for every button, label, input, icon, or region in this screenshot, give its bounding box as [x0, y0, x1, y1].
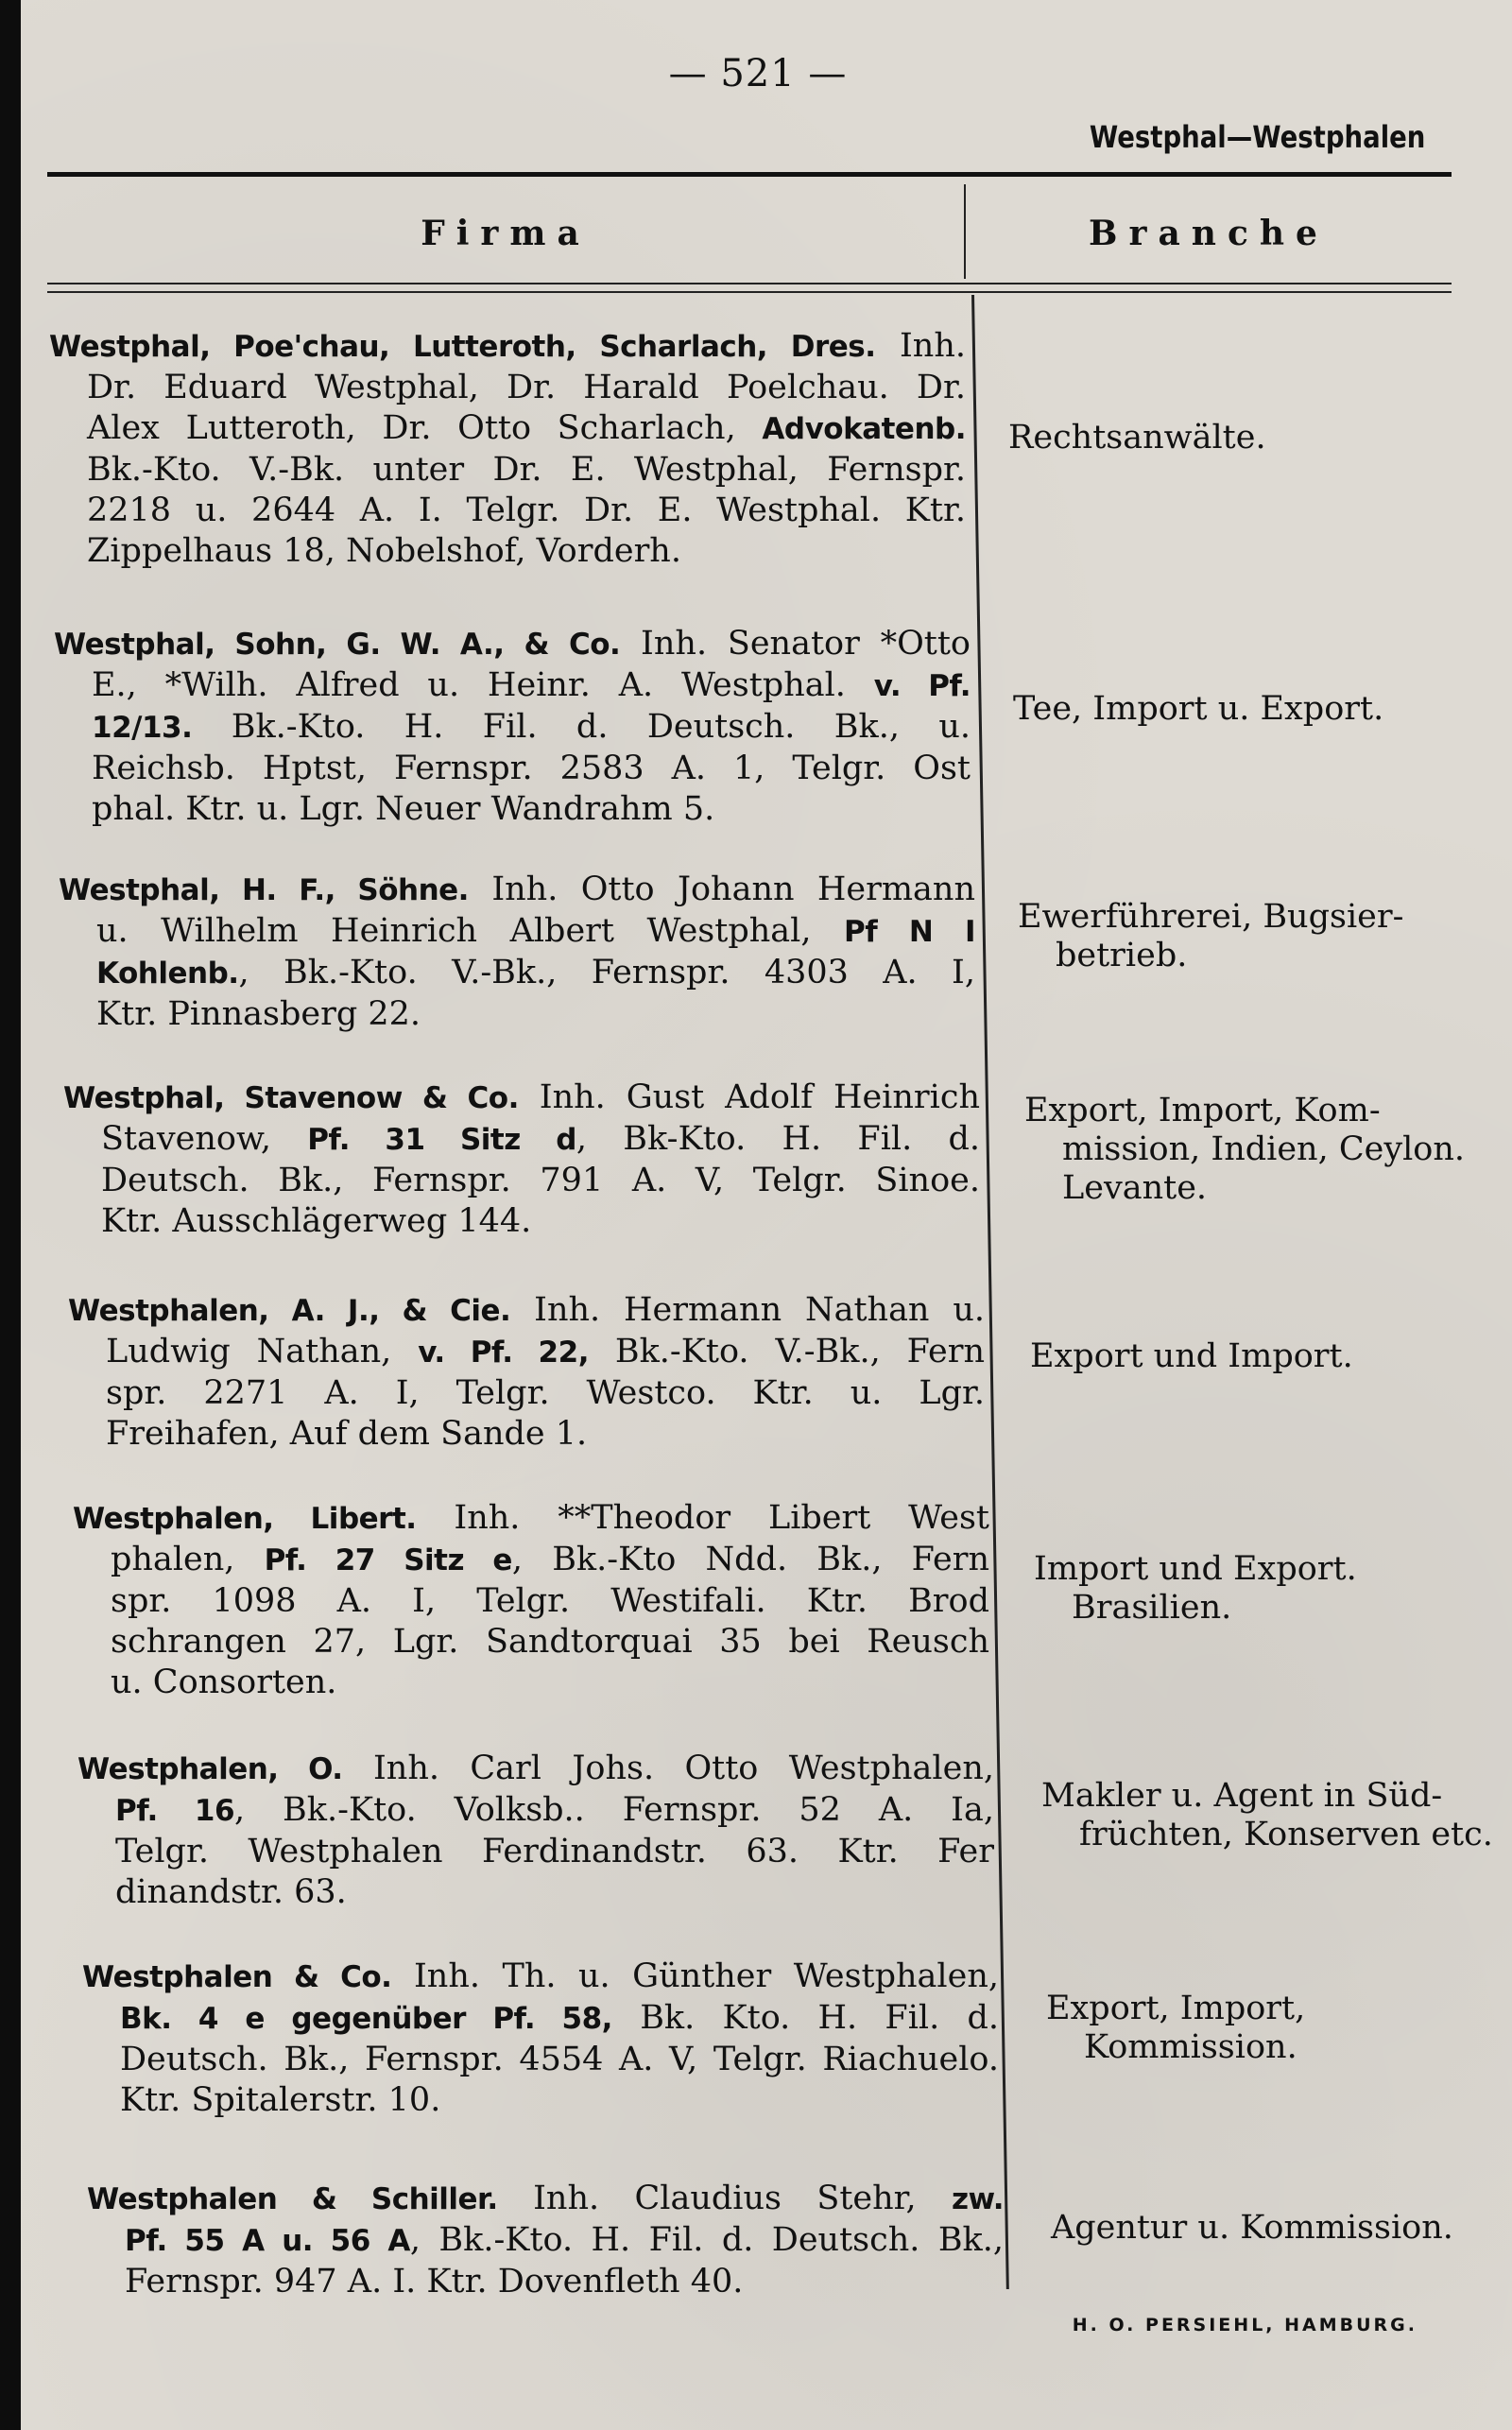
branche-entry — [1051, 2209, 1512, 2248]
text: Inh. Hermann Nathan u. — [510, 1291, 985, 1329]
text: Fernspr. 947 A. I. Ktr. Dovenfleth 40. — [125, 2263, 744, 2301]
bold-text: 12/13. — [92, 711, 193, 745]
text: Freihafen, Auf dem Sande 1. — [106, 1415, 588, 1453]
bold-text: Westphalen, A. J., & Cie. — [68, 1294, 511, 1328]
text: Bk.-Kto. V.-Bk. unter Dr. E. Westphal, Fernspr. — [87, 451, 966, 489]
firm-name-line — [49, 326, 966, 368]
text: Stavenow, — [101, 1120, 308, 1158]
text: Inh. Claudius Stehr, — [497, 2180, 953, 2217]
firm-name-line — [68, 1290, 985, 1332]
branche-line: Export und Import. — [1030, 1337, 1353, 1375]
text: Ktr. Spitalerstr. 10. — [120, 2081, 441, 2119]
branche-entry — [1046, 1990, 1512, 2067]
bold-text: Westphal, Poe'chau, Lutteroth, Scharlach, Dres. — [49, 330, 876, 364]
firm-name-line — [73, 1498, 989, 1540]
text: E., *Wilh. Alfred u. Heinr. A. Westphal. — [92, 666, 874, 704]
branche-entry — [1034, 1550, 1512, 1628]
text: , Bk.-Kto. H. Fil. d. Deutsch. Bk., — [409, 2221, 1004, 2259]
bold-text: Westphalen, Libert. — [73, 1502, 417, 1536]
branche-line: Makler u. Agent in Süd- — [1041, 1777, 1443, 1815]
branche-line: Ewerführerei, Bugsier- — [1018, 898, 1404, 936]
branche-line: Kommission. — [1084, 2028, 1297, 2066]
branche-line: Rechtsanwälte. — [1008, 419, 1266, 457]
firm-detail-line — [49, 450, 966, 491]
header-rule-lower — [47, 291, 1452, 293]
bold-text: Pf. 16 — [115, 1794, 235, 1828]
firm-detail-line — [68, 1414, 985, 1455]
text: Inh. Gust Adolf Heinrich — [518, 1078, 980, 1116]
branche-line: Levante. — [1062, 1169, 1208, 1207]
text: Dr. Eduard Westphal, Dr. Harald Poelchau. Dr. — [87, 369, 966, 406]
firm-name-line — [54, 624, 971, 665]
text: Inh. — [875, 327, 966, 365]
firm-detail-line — [54, 665, 971, 707]
bold-text: v. Pf. — [873, 669, 971, 703]
firm-detail-line — [73, 1540, 989, 1581]
firm-name-line — [87, 2179, 1004, 2220]
bold-text: Pf. 55 A u. 56 A — [125, 2224, 410, 2258]
firm-detail-line — [63, 1119, 980, 1161]
branche-line: mission, Indien, Ceylon. — [1062, 1130, 1466, 1168]
firm-detail-line — [59, 994, 975, 1035]
firm-detail-line — [87, 2262, 1004, 2302]
firm-detail-line — [49, 368, 966, 408]
firm-entry — [49, 326, 966, 572]
text: Inh. Th. u. Günther Westphalen, — [391, 1957, 999, 1995]
bold-text: v. Pf. 22, — [418, 1336, 589, 1370]
firm-detail-line — [73, 1622, 989, 1663]
text: Inh. Otto Johann Hermann — [468, 870, 975, 908]
text: Ktr. Ausschlägerweg 144. — [101, 1202, 532, 1240]
text: Deutsch. Bk., Fernspr. 791 A. V, Telgr. Sinoe. — [101, 1162, 980, 1199]
firm-name-line — [77, 1749, 994, 1790]
header-rule-upper — [47, 283, 1452, 284]
firm-detail-line — [54, 749, 971, 789]
text: , Bk.-Kto Ndd. Bk., Fern — [511, 1541, 989, 1578]
bold-text: Kohlenb. — [96, 956, 239, 991]
page-number: — 521 — — [668, 52, 848, 95]
text: Ludwig Nathan, — [106, 1333, 419, 1370]
firm-detail-line — [59, 953, 975, 994]
text: phal. Ktr. u. Lgr. Neuer Wandrahm 5. — [92, 790, 715, 828]
firm-detail-line — [49, 531, 966, 572]
directory-page — [21, 0, 1512, 2430]
firm-name-line — [59, 870, 975, 911]
firm-entry — [87, 2179, 1004, 2302]
firm-name-line — [82, 1956, 999, 1998]
branche-entry — [1024, 1092, 1512, 1208]
text: , Bk-Kto. H. Fil. d. — [576, 1120, 980, 1158]
firm-detail-line — [73, 1581, 989, 1622]
column-header-branche: Branche — [1089, 214, 1329, 253]
branche-line: Agentur u. Kommission. — [1051, 2209, 1453, 2247]
text: spr. 2271 A. I, Telgr. Westco. Ktr. u. Lgr. — [106, 1374, 985, 1412]
branche-line: Brasilien. — [1072, 1589, 1232, 1627]
text: dinandstr. 63. — [115, 1873, 347, 1911]
text: 2218 u. 2644 A. I. Telgr. Dr. E. Westphal. Ktr. — [87, 491, 966, 529]
branche-line: Export, Import, Kom- — [1024, 1092, 1381, 1129]
text: Deutsch. Bk., Fernspr. 4554 A. V, Telgr. Riachuelo. — [120, 2041, 999, 2078]
bold-text: zw. — [952, 2182, 1004, 2216]
text: Ktr. Pinnasberg 22. — [96, 995, 421, 1033]
text: u. Consorten. — [111, 1663, 337, 1701]
firm-detail-line — [59, 911, 975, 953]
running-head: Westphal—Westphalen — [1089, 119, 1425, 155]
branche-line: Tee, Import u. Export. — [1013, 690, 1384, 728]
firm-detail-line — [82, 2040, 999, 2080]
firm-detail-line — [54, 789, 971, 830]
text: Inh. Senator *Otto — [620, 625, 971, 663]
text: Bk. Kto. H. Fil. d. — [611, 1999, 999, 2037]
bold-text: Westphalen & Co. — [82, 1960, 392, 1994]
bold-text: Westphalen & Schiller. — [87, 2182, 498, 2216]
firm-detail-line — [77, 1790, 994, 1832]
branche-entry — [1013, 690, 1504, 729]
firm-detail-line — [68, 1373, 985, 1414]
top-rule — [47, 172, 1452, 177]
firm-entry — [68, 1290, 985, 1455]
text: Alex Lutteroth, Dr. Otto Scharlach, — [87, 409, 763, 447]
firm-detail-line — [73, 1663, 989, 1703]
bold-text: Westphal, Stavenow & Co. — [63, 1081, 519, 1115]
text: spr. 1098 A. I, Telgr. Westifali. Ktr. Brod — [111, 1582, 989, 1620]
text: schrangen 27, Lgr. Sandtorquai 35 bei Reusch — [111, 1623, 989, 1661]
branche-entry — [1030, 1337, 1512, 1376]
text: Telgr. Westphalen Ferdinandstr. 63. Ktr. Fer — [115, 1833, 994, 1870]
bold-text: Bk. 4 e gegenüber Pf. 58, — [120, 2002, 612, 2036]
text: u. Wilhelm Heinrich Albert Westphal, — [96, 912, 844, 950]
firm-entry — [59, 870, 975, 1035]
text: Inh. **Theodor Libert West — [416, 1499, 989, 1537]
bold-text: Westphalen, O. — [77, 1752, 343, 1786]
firm-detail-line — [68, 1332, 985, 1373]
firm-name-line — [63, 1077, 980, 1119]
text: , Bk.-Kto. Volksb.. Fernspr. 52 A. Ia, — [234, 1791, 994, 1829]
firm-detail-line — [82, 2080, 999, 2121]
bold-text: Pf. 27 Sitz e — [264, 1543, 512, 1577]
firm-detail-line — [54, 707, 971, 749]
bold-text: Pf N I — [843, 915, 975, 949]
firm-entry — [63, 1077, 980, 1242]
firm-detail-line — [63, 1201, 980, 1242]
text: phalen, — [111, 1541, 265, 1578]
text: Inh. Carl Johs. Otto Westphalen, — [342, 1749, 994, 1787]
bold-text: Pf. 31 Sitz d — [307, 1123, 576, 1157]
bold-text: Advokatenb. — [762, 412, 966, 446]
firm-entry — [73, 1498, 989, 1703]
column-header-firma: Firma — [421, 214, 591, 253]
branche-line: betrieb. — [1056, 937, 1188, 974]
firm-detail-line — [77, 1832, 994, 1872]
text: Reichsb. Hptst, Fernspr. 2583 A. 1, Telgr. Ost — [92, 750, 971, 787]
firm-entry — [82, 1956, 999, 2121]
text: Bk.-Kto. H. Fil. d. Deutsch. Bk., u. — [192, 708, 971, 746]
firm-detail-line — [63, 1161, 980, 1201]
firm-entry — [77, 1749, 994, 1913]
branche-line: Import und Export. — [1034, 1550, 1357, 1588]
firm-detail-line — [49, 491, 966, 531]
firm-detail-line — [77, 1872, 994, 1913]
branche-line: Export, Import, — [1046, 1990, 1306, 2027]
firm-detail-line — [49, 408, 966, 450]
text: , Bk.-Kto. V.-Bk., Fernspr. 4303 A. I, — [238, 954, 975, 991]
firm-detail-line — [82, 1998, 999, 2040]
bold-text: Westphal, H. F., Söhne. — [59, 873, 469, 907]
text: Zippelhaus 18, Nobelshof, Vorderh. — [87, 532, 681, 570]
firm-entry — [54, 624, 971, 830]
branche-entry — [1008, 419, 1500, 457]
firm-detail-line — [87, 2220, 1004, 2262]
branche-entry — [1041, 1777, 1512, 1854]
printer-imprint: H. O. PERSIEHL, HAMBURG. — [1072, 2315, 1418, 2335]
branche-entry — [1018, 898, 1509, 975]
text: Bk.-Kto. V.-Bk., Fern — [588, 1333, 985, 1370]
bold-text: Westphal, Sohn, G. W. A., & Co. — [54, 628, 621, 662]
branche-line: früchten, Konserven etc. — [1079, 1816, 1493, 1853]
